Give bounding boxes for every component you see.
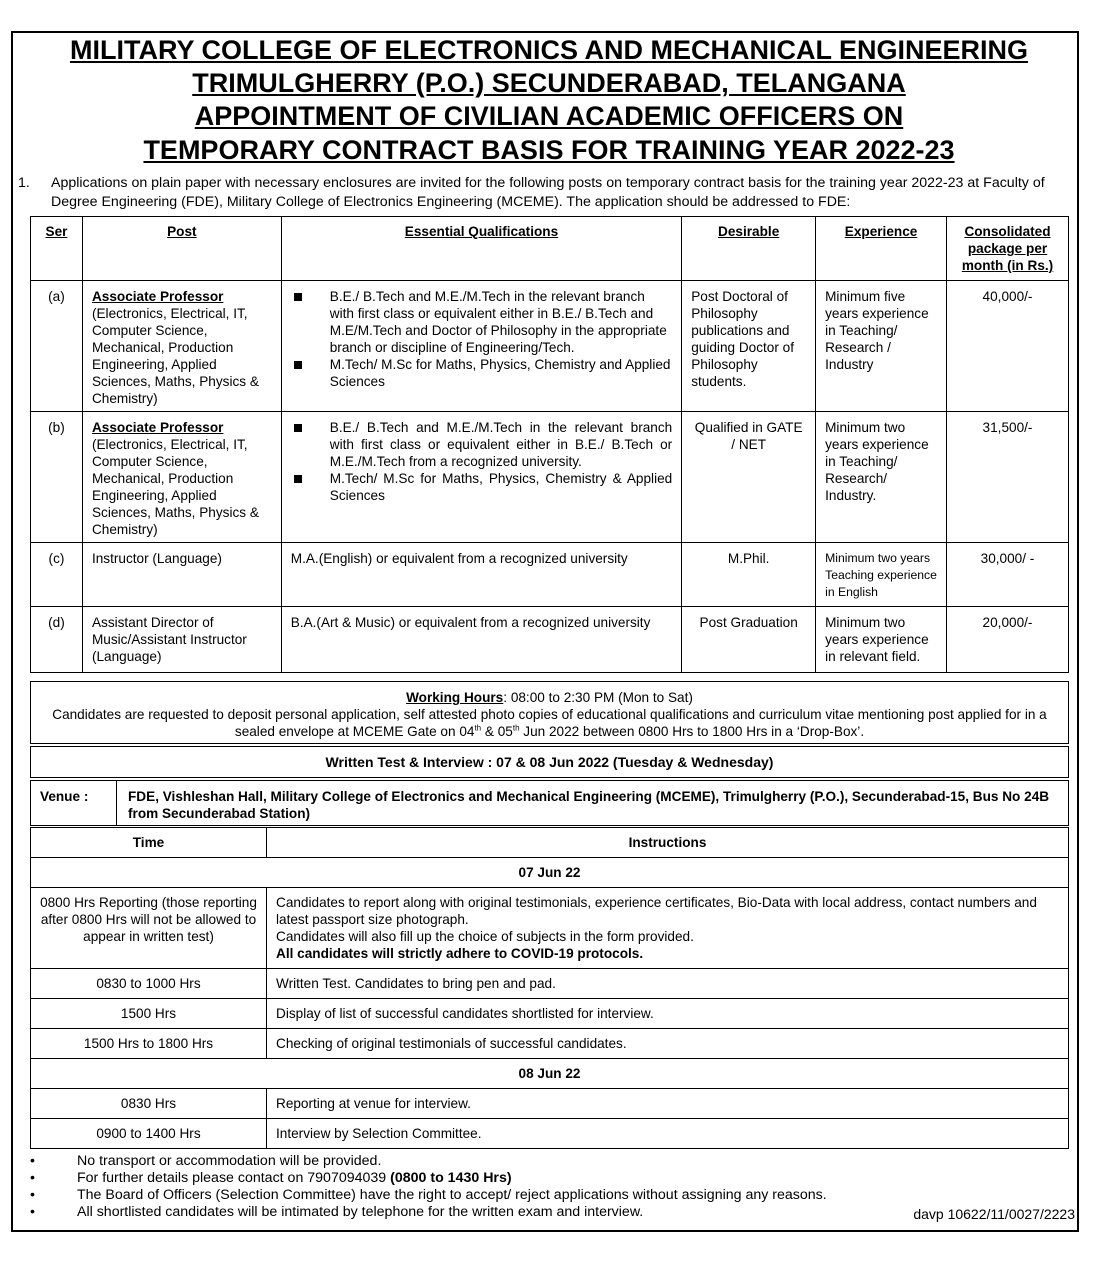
working-hours-box: Working Hours: 08:00 to 2:30 PM (Mon to Sat) Candidates are requested to deposit personal application, self attested photo copies of educational qualifications and curriculum vitae mentioning post applied for in a sealed envelope at MCEME Gate on 04th & 05th Jun 2022 between 0800 Hrs to 1800 Hrs in a ‘Drop-Box’. xyxy=(30,681,1069,744)
instruction-cell: Reporting at venue for interview. xyxy=(267,1089,1069,1119)
col-instructions: Instructions xyxy=(267,828,1069,858)
time-cell: 0800 Hrs Reporting (those reporting after 0800 Hrs will not be allowed to appear in written test) xyxy=(31,888,267,969)
davp-code: davp 10622/11/0027/2223 xyxy=(913,1206,1075,1222)
experience-cell: Minimum five years experience in Teaching/ Research / Industry xyxy=(816,281,947,412)
note-item: • All shortlisted candidates will be intimated by telephone for the written exam and interview. xyxy=(30,1204,1080,1221)
venue-label: Venue : xyxy=(31,781,117,825)
header-title-1: MILITARY COLLEGE OF ELECTRONICS AND MECHANICAL ENGINEERING xyxy=(69,35,1029,65)
desirable-cell: M.Phil. xyxy=(682,543,816,607)
qualification-cell xyxy=(281,281,681,412)
post-cell: Assistant Director of Music/Assistant Instructor (Language) xyxy=(82,607,281,673)
experience-cell: Minimum two years Teaching experience in English xyxy=(816,543,947,607)
table-row xyxy=(31,412,1069,543)
time-cell: 1500 Hrs to 1800 Hrs xyxy=(31,1029,267,1059)
qualification-cell xyxy=(281,412,681,543)
table-row xyxy=(31,543,1069,607)
col-time: Time xyxy=(31,828,267,858)
col-experience: Experience xyxy=(816,217,947,281)
note-item: • No transport or accommodation will be provided. xyxy=(30,1153,1080,1170)
table-row xyxy=(31,281,1069,412)
table-row xyxy=(31,969,1069,999)
col-package: Consolidated package per month (in Rs.) xyxy=(947,217,1069,281)
header-title-2: TRIMULGHERRY (P.O.) SECUNDERABAD, TELANGANA xyxy=(192,68,906,98)
time-cell: 1500 Hrs xyxy=(31,999,267,1029)
note-item: • For further details please contact on 7907094039 (0800 to 1430 Hrs) xyxy=(30,1170,1080,1187)
venue-text: FDE, Vishleshan Hall, Military College of Electronics and Mechanical Engineering (MCEME), Trimulgherry (P.O.), Secunderabad-15, Bus No 24B from Secunderabad Station) xyxy=(128,789,1050,821)
table-row xyxy=(31,607,1069,673)
day-row xyxy=(31,1059,1069,1089)
header-title-3: APPOINTMENT OF CIVILIAN ACADEMIC OFFICERS ON xyxy=(194,101,904,131)
desirable-cell: Qualified in GATE / NET xyxy=(682,412,816,543)
day-label: 08 Jun 22 xyxy=(31,1059,1069,1089)
table-row xyxy=(31,1089,1069,1119)
time-cell: 0830 to 1000 Hrs xyxy=(31,969,267,999)
ser-cell: (d) xyxy=(31,607,83,673)
posts-table xyxy=(30,216,1069,673)
qualification-cell: M.A.(English) or equivalent from a recognized university xyxy=(281,543,681,607)
working-hours-label: Working Hours xyxy=(406,690,504,705)
table-row xyxy=(31,1029,1069,1059)
post-detail: (Electronics, Electrical, IT, Computer Science, Mechanical, Production Engineering, Applied Sciences, Maths, Physics & Chemistry) xyxy=(91,437,259,537)
post-title: Associate Professor xyxy=(91,289,224,304)
time-cell: 0830 Hrs xyxy=(31,1089,267,1119)
qualification-item: M.Tech/ M.Sc for Maths, Physics, Chemistry & Applied Sciences xyxy=(291,470,672,504)
table-row xyxy=(31,888,1069,969)
instruction-cell: Written Test. Candidates to bring pen and pad. xyxy=(267,969,1069,999)
instruction-cell: Display of list of successful candidates shortlisted for interview. xyxy=(267,999,1069,1029)
col-qualifications: Essential Qualifications xyxy=(281,217,681,281)
post-title: Associate Professor xyxy=(91,420,224,435)
post-cell xyxy=(82,412,281,543)
note-item: • The Board of Officers (Selection Committee) have the right to accept/ reject applications without assigning any reasons. xyxy=(30,1187,1080,1204)
deposit-instructions: Candidates are requested to deposit personal application, self attested photo copies of educational qualifications and curriculum vitae mentioning post applied for in a sealed envelope at MCEME Gate on 04th & 05th Jun 2022 between 0800 Hrs to 1800 Hrs in a ‘Drop-Box’. xyxy=(52,707,1047,739)
col-post: Post xyxy=(82,217,281,281)
package-cell: 20,000/- xyxy=(947,607,1069,673)
experience-cell: Minimum two years experience in Teaching/ Research/ Industry. xyxy=(816,412,947,543)
ser-cell: (a) xyxy=(31,281,83,412)
time-cell: 0900 to 1400 Hrs xyxy=(31,1119,267,1149)
experience-cell: Minimum two years experience in relevant field. xyxy=(816,607,947,673)
instruction-cell: Checking of original testimonials of successful candidates. xyxy=(267,1029,1069,1059)
day-row xyxy=(31,858,1069,888)
intro-text: Applications on plain paper with necessary enclosures are invited for the following posts on temporary contract basis for the training year 2022-23 at Faculty of Degree Engineering (FDE), Military College of Electronics Engineering (MCEME). The application should be addressed to FDE: xyxy=(51,175,1045,210)
intro-number: 1. xyxy=(18,175,30,191)
schedule-table xyxy=(30,827,1069,1149)
desirable-cell: Post Graduation xyxy=(682,607,816,673)
working-hours-value: 08:00 to 2:30 PM (Mon to Sat) xyxy=(510,690,693,705)
table-row xyxy=(31,999,1069,1029)
ser-cell: (b) xyxy=(31,412,83,543)
post-detail: (Electronics, Electrical, IT, Computer Science, Mechanical, Production Engineering, Applied Sciences, Maths, Physics & Chemistry) xyxy=(91,306,259,406)
table-row xyxy=(31,1119,1069,1149)
package-cell: 31,500/- xyxy=(947,412,1069,543)
qualification-item: B.E./ B.Tech and M.E./M.Tech in the relevant branch with first class or equivalent either in B.E./ B.Tech or M.E./M.Tech from a recognized university. xyxy=(291,419,672,470)
col-desirable: Desirable xyxy=(682,217,816,281)
schedule-header-row xyxy=(31,828,1069,858)
test-interview-heading: Written Test & Interview : 07 & 08 Jun 2022 (Tuesday & Wednesday) xyxy=(30,746,1069,778)
post-cell: Instructor (Language) xyxy=(82,543,281,607)
instruction-cell: Candidates to report along with original testimonials, experience certificates, Bio-Data with local address, contact numbers and latest passport size photograph. Candidates will also fill up the choice of subjects in the form provided. All candidates will strictly adhere to COVID-19 protocols. xyxy=(267,888,1069,969)
venue-box xyxy=(30,780,1069,826)
post-cell xyxy=(82,281,281,412)
package-cell: 30,000/ - xyxy=(947,543,1069,607)
qualification-item: B.E./ B.Tech and M.E./M.Tech in the relevant branch with first class or equivalent either in B.E./ B.Tech and M.E/M.Tech and Doctor of Philosophy in the appropriate branch or discipline of Engineering/Tech. xyxy=(291,288,672,356)
ser-cell: (c) xyxy=(31,543,83,607)
day-label: 07 Jun 22 xyxy=(31,858,1069,888)
header-title-4: TEMPORARY CONTRACT BASIS FOR TRAINING YEAR 2022-23 xyxy=(143,135,955,165)
qualification-cell: B.A.(Art & Music) or equivalent from a recognized university xyxy=(281,607,681,673)
instruction-cell: Interview by Selection Committee. xyxy=(267,1119,1069,1149)
table-header-row xyxy=(31,217,1069,281)
qualification-item: M.Tech/ M.Sc for Maths, Physics, Chemistry and Applied Sciences xyxy=(291,356,672,390)
package-cell: 40,000/- xyxy=(947,281,1069,412)
desirable-cell: Post Doctoral of Philosophy publications and guiding Doctor of Philosophy students. xyxy=(682,281,816,412)
col-ser: Ser xyxy=(31,217,83,281)
